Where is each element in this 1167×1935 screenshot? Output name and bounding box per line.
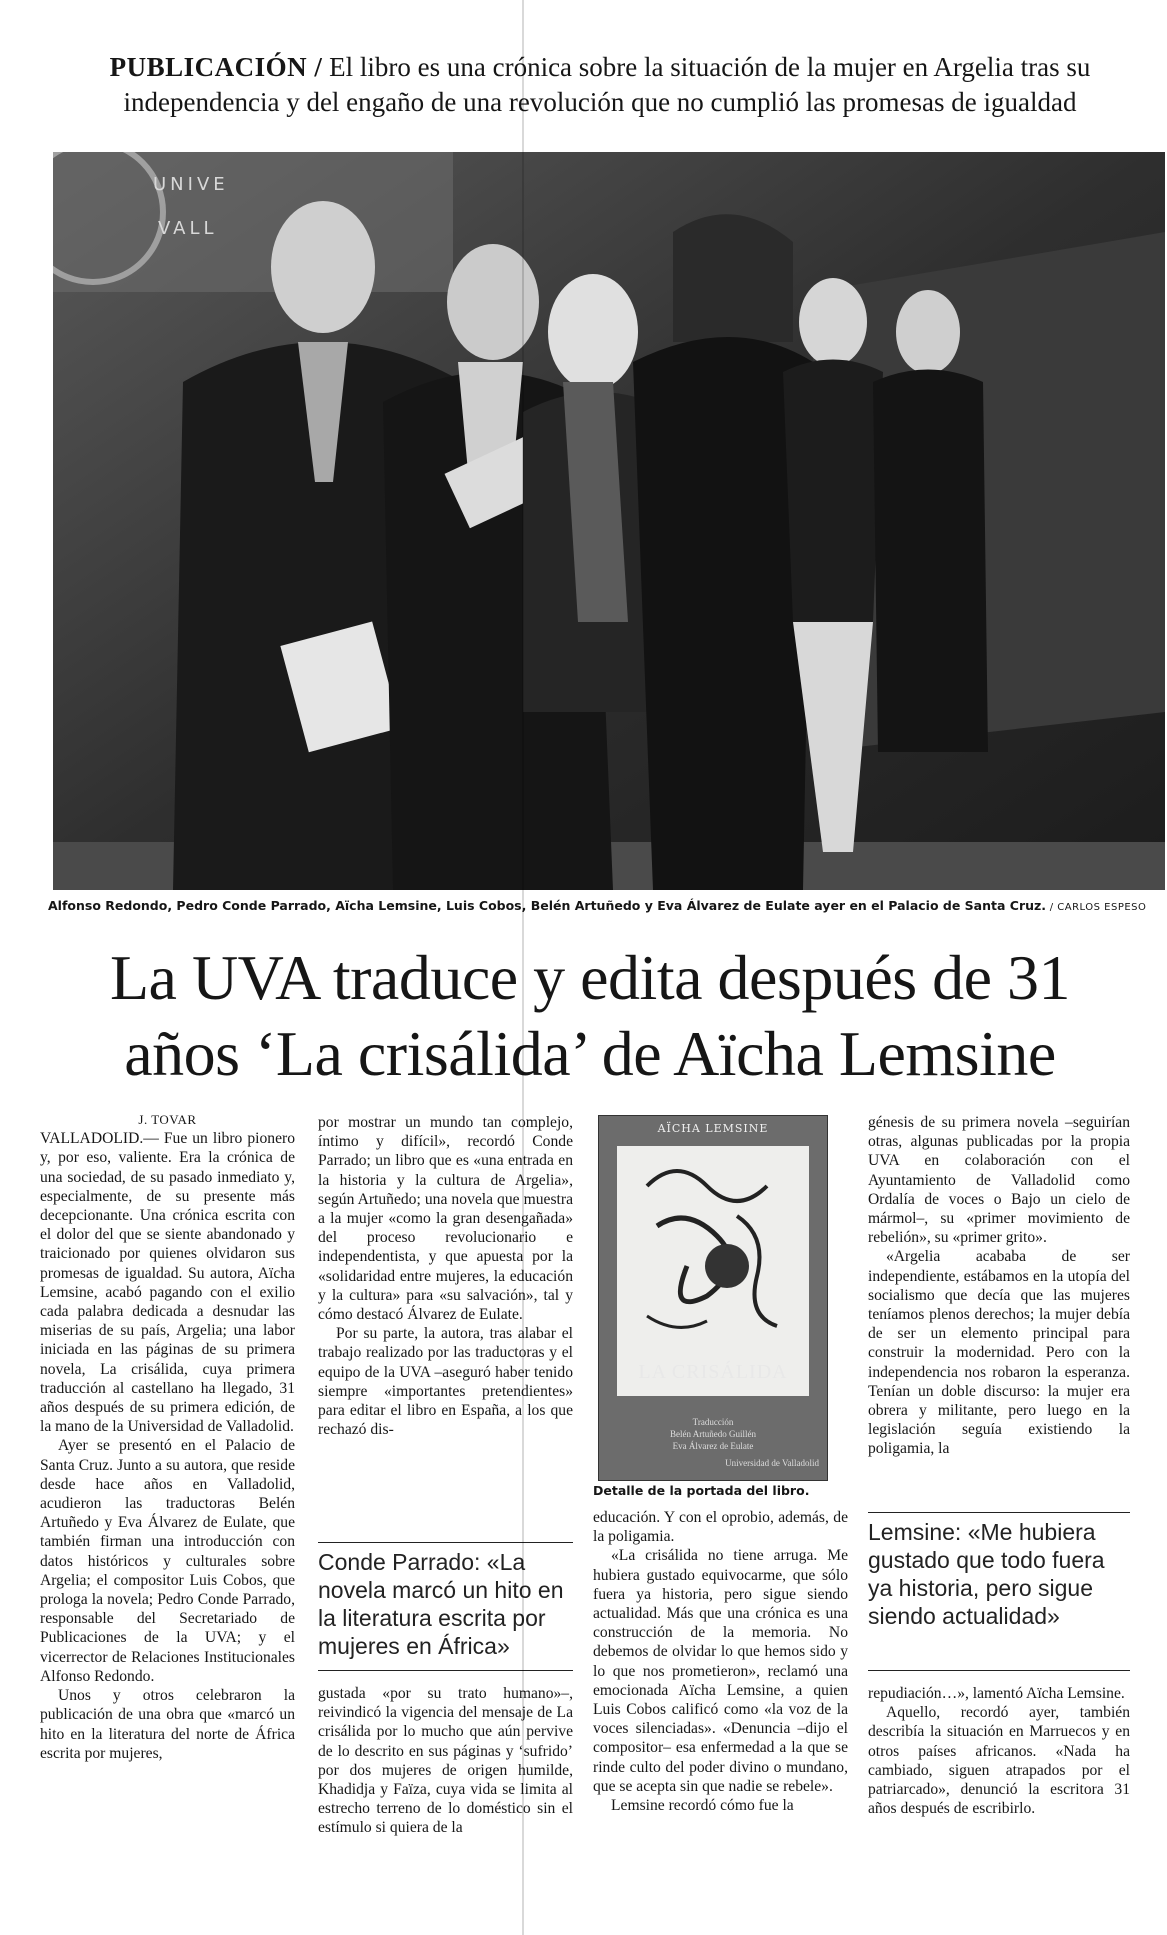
kicker-section: PUBLICACIÓN / [109, 52, 323, 82]
quote-rule-bottom [318, 1670, 573, 1671]
quote-rule-top [868, 1512, 1130, 1513]
paragraph: gustada «por su trato humano»–, reivindicó la vigencia del mensaje de La crisálida por lo mucho que aún pervive de lo descrito en sus páginas y ‘sufrido’ por dos mujeres de origen humilde, Khadidja y Faïza, cuya vida se limita al estrecho terreno de lo doméstico sin el estímulo si quiera de la [318, 1685, 573, 1837]
sign-text-2: VALL [158, 218, 218, 239]
paragraph: repudiación…», lamentó Aïcha Lemsine. [868, 1685, 1125, 1702]
photo-credit: / CARLOS ESPESO [1046, 902, 1147, 913]
headline-line-1: La UVA traduce y edita después de 31 [109, 942, 1071, 1013]
paragraph: Por su parte, la autora, tras alabar el trabajo realizado por las traductoras y el equipo de la UVA –aseguró haber tenido siempre «importantes pretendientes» para editar el libro en España, a los que rechazó dis- [318, 1325, 573, 1439]
cover-author: AÏCHA LEMSINE [657, 1122, 769, 1135]
paragraph: «Argelia acababa de ser independiente, estábamos en la utopía del socialismo que decía que las mujeres teníamos plenos derechos; la mujer debía de ser un elemento principal para construir la modernidad. Pero con la independencia nos robaron la esperanza. Tenían un doble discurso: la mujer era obrera y militante, pero luego en la legislación seguía existiendo la poligamia, la [868, 1248, 1130, 1458]
photo-caption-text: Alfonso Redondo, Pedro Conde Parrado, Aïcha Lemsine, Luis Cobos, Belén Artuñedo y Eva Álvarez de Eulate ayer en el Palacio de Santa Cruz. [48, 898, 1047, 913]
photo-caption [48, 898, 1163, 913]
article-column-2 [318, 1113, 573, 1439]
paragraph: por mostrar un mundo tan complejo, íntimo y difícil», recordó Conde Parrado; un libro que es «una entrada en la historia y la cultura de Argelia», según Artuñedo; una novela que muestra a la mujer «como la gran desengañada» del proceso revolucionario e independentista, y que apuesta por la «solidaridad entre mujeres, la educación y la cultura» para «su salvación», tal y cómo destacó Álvarez de Eulate. [318, 1114, 573, 1324]
cover-translators [599, 1416, 827, 1452]
article-column-2-continued [318, 1684, 573, 1838]
news-photo-illustration [53, 152, 1165, 890]
cover-translator: Belén Artuñedo Guillén [670, 1429, 756, 1439]
paragraph: génesis de su primera novela –seguirían otras, algunas publicadas por la propia UVA en colaboración con el Ayuntamiento de Valladolid como Ordalía de voces o Bajo un cielo de mármol–, su «primer movimiento de rebelión», su «primer grito». [868, 1114, 1130, 1247]
quote-rule-bottom [868, 1670, 1130, 1671]
kicker [55, 50, 1145, 120]
cover-translators-label: Traducción [692, 1417, 734, 1427]
paragraph: VALLADOLID.— Fue un libro pionero y, por eso, valiente. Era la crónica de una sociedad, de su pasado inmediato y, especialmente, de su presente más decepcionante. Una crónica escrita con el dolor del que se siente abandonado y traicionado por quienes olvidaron sus promesas de igualdad. Su autora, Aïcha Lemsine, acabó pagando con el exilio cada palabra dedicada a desnudar las miserias de su país, Argelia; una labor iniciada en las páginas de su primera novela, La crisálida, cuya primera traducción al castellano ha llegado, 31 años después de su primera edición, de la mano de la Universidad de Valladolid. [40, 1130, 295, 1436]
cover-title: LA CRISÁLIDA [638, 1361, 788, 1383]
cover-artwork [617, 1146, 809, 1396]
paragraph: Unos y otros celebraron la publicación de una obra que «marcó un hito en la literatura del norte de África escrita por mujeres, [40, 1687, 295, 1762]
sign-text-1: UNIVE [153, 174, 229, 195]
article-column-3 [593, 1508, 848, 1815]
page-fold-line [522, 0, 524, 1935]
article-column-1 [40, 1110, 295, 1763]
cover-caption: Detalle de la portada del libro. [593, 1483, 810, 1498]
paragraph: Aquello, recordó ayer, también describía la situación en Marruecos y en otros países africanos. «Nada ha cambiado, siguen atrapados por el patriarcado», denunció la escritora 31 años después de escribirlo. [868, 1704, 1130, 1818]
kicker-text: El libro es una crónica sobre la situación de la mujer en Argelia tras su independencia y del engaño de una revolución que no cumplió las promesas de igualdad [123, 52, 1091, 117]
byline: J. TOVAR [138, 1112, 197, 1127]
paragraph: educación. Y con el oprobio, además, de la poligamia. [593, 1509, 848, 1546]
paragraph: «La crisálida no tiene arruga. Me hubiera gustado equivocarme, que sólo fuera ya historia, pero sigue siendo actualidad. Más que una crónica es una construcción de la memoria. No debemos de olvidar lo que hemos sido y lo que nos prometieron», reclamó una emocionada Aïcha Lemsine, a quien Luis Cobos calificó como «la voz de la voces silenciadas». «Denuncia –dijo el compositor– esa enfermedad a la que se rinde culto del poder divino o mundano, que se acepta sin que nadie se rebele». [593, 1547, 848, 1795]
headline [40, 940, 1140, 1092]
paragraph: Lemsine recordó cómo fue la [611, 1797, 794, 1815]
quote-rule-top [318, 1542, 573, 1543]
book-cover-image [598, 1115, 828, 1481]
pull-quote-conde-parrado: Conde Parrado: «La novela marcó un hito en la literatura escrita por mujeres en África» [318, 1549, 564, 1659]
article-column-4-continued [868, 1684, 1130, 1818]
headline-line-2: años ‘La crisálida’ de Aïcha Lemsine [124, 1018, 1056, 1089]
paragraph: Ayer se presentó en el Palacio de Santa Cruz. Junto a su autora, que reside desde hace años en Valladolid, acudieron las traductoras Belén Artuñedo y Eva Álvarez de Eulate, que también firman una introducción con datos históricos y culturales sobre Argelia; el compositor Luis Cobos, que prologa la novela; Pedro Conde Parrado, responsable del Secretariado de Publicaciones de la UVA; y el vicerrector de Relaciones Institucionales Alfonso Redondo. [40, 1437, 295, 1685]
news-photo [53, 152, 1165, 890]
cover-calligraphy-illustration [617, 1146, 809, 1346]
cover-publisher: Universidad de Valladolid [725, 1458, 819, 1468]
pull-quote-lemsine: Lemsine: «Me hubiera gustado que todo fuera ya historia, pero sigue siendo actualidad» [868, 1519, 1105, 1629]
article-column-4 [868, 1113, 1130, 1459]
cover-translator: Eva Álvarez de Eulate [672, 1441, 754, 1451]
